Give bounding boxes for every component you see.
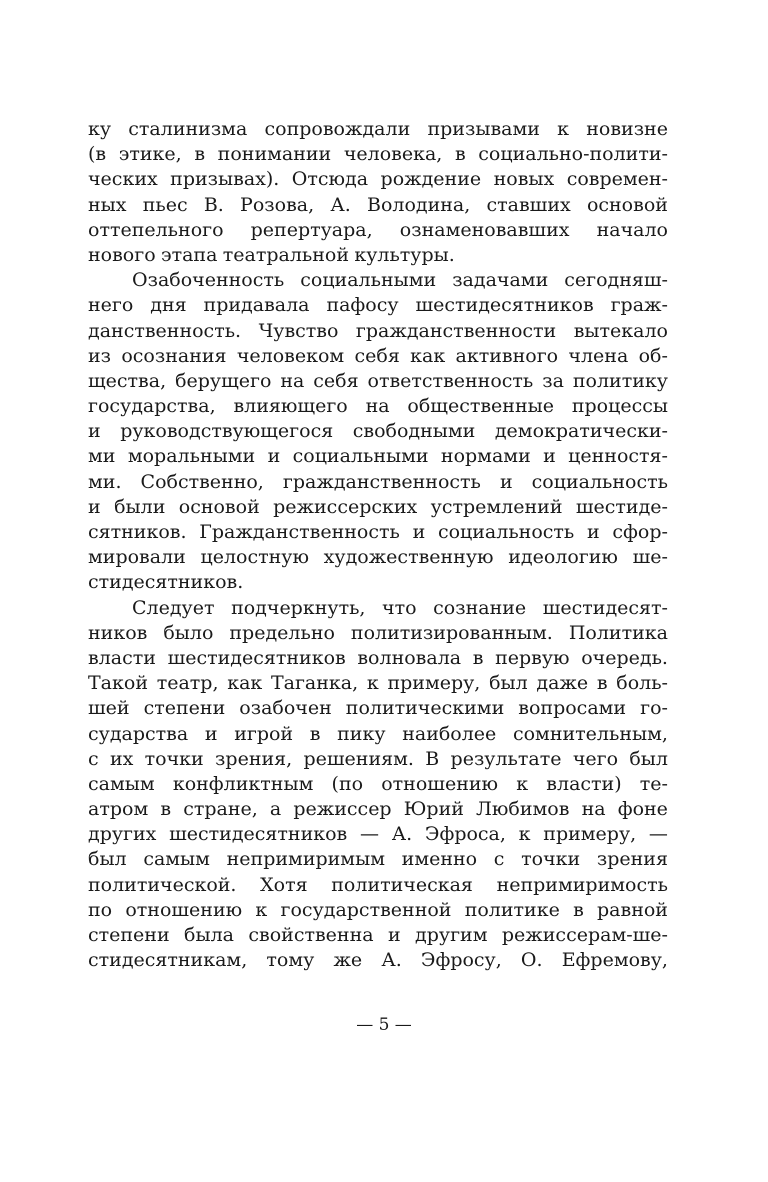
text-line: сударства и игрой в пику наиболее сомнительным, [88, 722, 668, 745]
text-line: и были основой режиссерских устремлений шестидe- [88, 495, 668, 518]
text-line: степени была свойственна и другим режиссерам-ше- [88, 924, 668, 946]
text-line: щества, берущего на себя ответственность за политику [88, 369, 668, 392]
text-line: стидесятникам, тому же А. Эфросу, О. Ефремову, [88, 949, 668, 972]
text-line: ми моральными и социальными нормами и ценностя- [88, 445, 668, 468]
text-line: ку сталинизма сопровождали призывами к новизне [88, 118, 668, 140]
text-line: власти шестидесятников волновала в первую очередь. [88, 646, 668, 669]
text-line: из осознания человеком себя как активного члена об- [88, 344, 668, 367]
text-line: Озабоченность социальными задачами сегодняш- [132, 269, 668, 292]
text-line: (в этике, в понимании человека, в социально-полити- [88, 143, 668, 166]
text-line: ных пьес В. Розова, А. Володина, ставших основой [88, 193, 668, 216]
text-line: оттепельного репертуара, ознаменовавших начало [88, 218, 668, 241]
text-line: самым конфликтным (по отношению к власти) те- [88, 772, 668, 795]
paragraph [88, 596, 668, 974]
text-line: сятников. Гражданственность и социальность и сфор- [88, 521, 668, 543]
text-line: политической. Хотя политическая непримиримость [88, 873, 668, 896]
text-line: ников было предельно политизированным. Политика [88, 621, 668, 644]
text-line: был самым непримиримым именно с точки зрения [88, 848, 668, 871]
text-line: мировали целостную художественную идеологию ше- [88, 546, 668, 569]
text-line: шей степени озабочен политическими вопросами го- [88, 697, 668, 720]
text-line: других шестидесятников — А. Эфроса, к примеру, — [88, 823, 668, 846]
text-line: Следует подчеркнуть, что сознание шестидесят- [132, 596, 668, 619]
text-line: с их точки зрения, решениям. В результате чего был [88, 747, 668, 770]
text-line: по отношению к государственной политике в равной [88, 898, 668, 921]
text-line: атром в стране, а режиссер Юрий Любимов на фоне [88, 798, 668, 821]
paragraph [88, 117, 668, 268]
text-line: стидесятников. [88, 571, 244, 594]
text-line: нового этапа театральной культуры. [88, 243, 455, 266]
text-line: него дня придавала пафосу шестидесятников граж- [88, 294, 668, 317]
paragraph [88, 268, 668, 595]
text-line: государства, влияющего на общественные процессы [88, 395, 668, 418]
text-line: ми. Собственно, гражданственность и социальность [88, 470, 668, 493]
text-line: и руководствующегося свободными демократически- [88, 420, 668, 443]
body-text [88, 117, 668, 973]
page-number: — 5 — [356, 1015, 412, 1035]
text-line: Такой театр, как Таганка, к примеру, был даже в боль- [88, 672, 668, 695]
text-line: ческих призывах). Отсюда рождение новых современ- [88, 168, 668, 191]
text-line: данственность. Чувство гражданственности вытекало [88, 319, 668, 342]
